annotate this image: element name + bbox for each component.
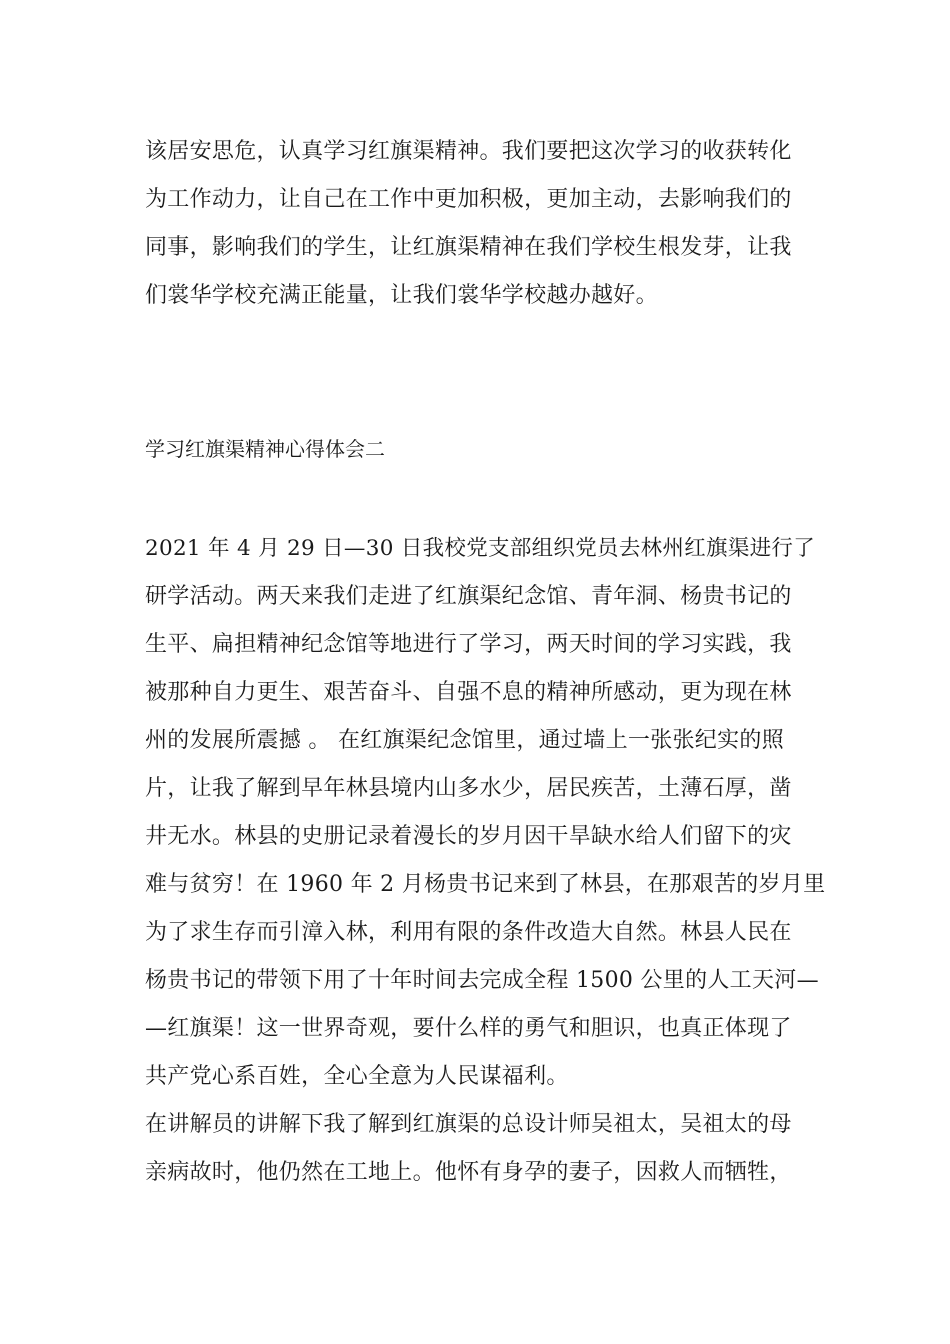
section-heading: 学习红旗渠精神心得体会二 — [145, 437, 385, 461]
paragraph-line: 该居安思危，认真学习红旗渠精神。我们要把这次学习的收获转化 — [145, 139, 792, 164]
paragraph-line: 亲病故时，他仍然在工地上。他怀有身孕的妻子，因救人而牺牲， — [145, 1160, 792, 1185]
paragraph-line: 杨贵书记的带领下用了十年时间去完成全程 1500 公里的人工天河— — [145, 968, 819, 993]
paragraph-line: 共产党心系百姓，全心全意为人民谋福利。 — [145, 1064, 569, 1089]
paragraph-line: 生平、扁担精神纪念馆等地进行了学习，两天时间的学习实践，我 — [145, 632, 792, 657]
paragraph-line: —红旗渠！这一世界奇观，要什么样的勇气和胆识，也真正体现了 — [145, 1016, 792, 1041]
paragraph-line: 州的发展所震撼 。 在红旗渠纪念馆里，通过墙上一张张纪实的照 — [145, 728, 784, 753]
paragraph-line: 们裳华学校充满正能量，让我们裳华学校越办越好。 — [145, 283, 658, 308]
paragraph-line: 片，让我了解到早年林县境内山多水少，居民疾苦，土薄石厚，凿 — [145, 776, 792, 801]
paragraph-line: 被那种自力更生、艰苦奋斗、自强不息的精神所感动，更为现在林 — [145, 680, 792, 705]
paragraph-line: 同事，影响我们的学生，让红旗渠精神在我们学校生根发芽，让我 — [145, 235, 792, 260]
paragraph-line: 在讲解员的讲解下我了解到红旗渠的总设计师吴祖太，吴祖太的母 — [145, 1112, 792, 1137]
paragraph-line: 井无水。林县的史册记录着漫长的岁月因干旱缺水给人们留下的灾 — [145, 824, 792, 849]
paragraph-line: 2021 年 4 月 29 日—30 日我校党支部组织党员去林州红旗渠进行了 — [145, 536, 816, 561]
paragraph-line: 为了求生存而引漳入林，利用有限的条件改造大自然。林县人民在 — [145, 920, 792, 945]
paragraph-line: 难与贫穷！在 1960 年 2 月杨贵书记来到了林县，在那艰苦的岁月里 — [145, 872, 826, 897]
paragraph-line: 为工作动力，让自己在工作中更加积极，更加主动，去影响我们的 — [145, 187, 792, 212]
paragraph-line: 研学活动。两天来我们走进了红旗渠纪念馆、青年洞、杨贵书记的 — [145, 584, 792, 609]
